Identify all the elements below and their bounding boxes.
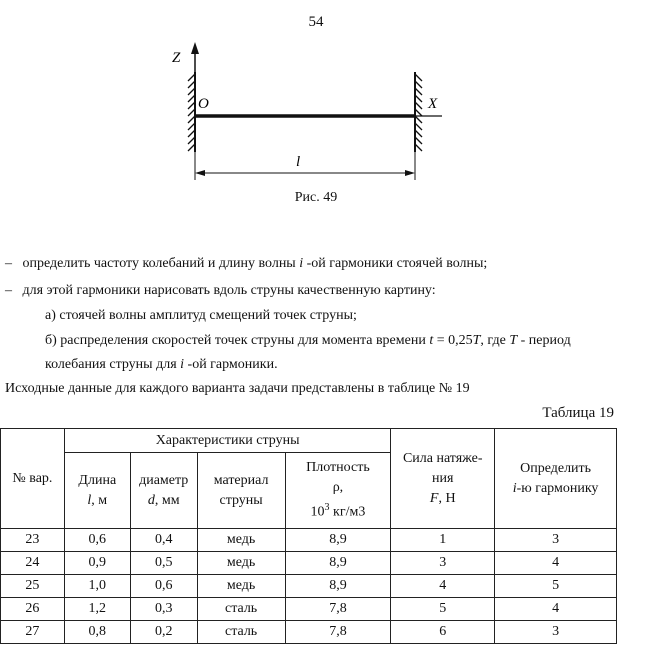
header-diameter [130, 453, 197, 529]
header-determine [495, 429, 617, 529]
subtask-b-continuation [45, 357, 278, 373]
header-length-line2: l, м [87, 492, 108, 508]
cell-length: 0,6 [64, 529, 130, 552]
subtask-b-mid: = 0,25 [433, 333, 473, 348]
table-row [1, 598, 617, 621]
cell-diameter: 0,5 [130, 552, 197, 575]
cell-harmonic: 4 [495, 552, 617, 575]
period-var-2: T [509, 333, 518, 348]
header-length [64, 453, 130, 529]
table-row [1, 575, 617, 598]
header-density [285, 453, 391, 529]
period-var: T [472, 333, 481, 348]
cell-tension: 1 [391, 529, 495, 552]
dimension-right-arrow-icon [405, 170, 415, 176]
header-tension-line2: ния [432, 470, 454, 486]
table-row [1, 552, 617, 575]
figure-caption: Рис. 49 [294, 190, 338, 205]
z-axis-label: Z [172, 50, 181, 66]
page-number: 54 [308, 14, 324, 30]
table-row [1, 529, 617, 552]
task-1-text-end: -ой гармоники стоячей волны; [303, 256, 488, 271]
data-table [0, 428, 617, 644]
task-2-text: для этой гармоники нарисовать вдоль струны качественную картину: [22, 283, 436, 298]
bullet: – [5, 256, 12, 271]
cell-diameter: 0,4 [130, 529, 197, 552]
subtask-b-after: , где [480, 333, 510, 348]
table-body [1, 529, 617, 644]
cell-length: 1,2 [64, 598, 130, 621]
cell-harmonic: 5 [495, 575, 617, 598]
left-wall-hatching [188, 74, 195, 151]
cell-material: медь [197, 552, 285, 575]
header-variant: № вар. [1, 429, 65, 529]
cell-diameter: 0,2 [130, 621, 197, 644]
cell-density: 7,8 [285, 621, 391, 644]
cell-variant: 25 [1, 575, 65, 598]
string-diagram [150, 40, 470, 190]
cell-density: 8,9 [285, 529, 391, 552]
header-density-line3: $10^3$ кг/м3 [310, 502, 366, 520]
header-density-line2: ρ, [332, 480, 344, 496]
cell-material: медь [197, 529, 285, 552]
header-tension-line1: Сила натяже- [402, 450, 483, 466]
harmonic-var: i [180, 357, 185, 372]
cell-harmonic: 3 [495, 529, 617, 552]
header-tension [391, 429, 495, 529]
cell-material: медь [197, 575, 285, 598]
header-determine-line1: Определить [520, 460, 592, 476]
cell-variant: 26 [1, 598, 65, 621]
cell-diameter: 0,3 [130, 598, 197, 621]
cell-length: 0,8 [64, 621, 130, 644]
x-axis-label: X [428, 96, 438, 112]
cell-length: 1,0 [64, 575, 130, 598]
table-caption: Таблица 19 [542, 405, 614, 421]
cell-tension: 4 [391, 575, 495, 598]
cell-material: сталь [197, 598, 285, 621]
dimension-left-arrow-icon [195, 170, 205, 176]
z-axis-arrow-icon [191, 42, 199, 54]
subtask-b-after2: - период [517, 333, 571, 348]
task-item-1 [5, 256, 487, 272]
length-label: l [296, 154, 301, 170]
cell-material: сталь [197, 621, 285, 644]
harmonic-var: i [299, 256, 304, 271]
cell-density: 8,9 [285, 575, 391, 598]
subtask-b-cont-end: -ой гармоники. [184, 357, 278, 372]
cell-harmonic: 4 [495, 598, 617, 621]
cell-harmonic: 3 [495, 621, 617, 644]
header-diameter-line2: d, мм [147, 492, 180, 508]
header-length-line1: Длина [78, 472, 117, 488]
table-row [1, 621, 617, 644]
cell-density: 8,9 [285, 552, 391, 575]
task-item-2 [5, 283, 436, 299]
cell-tension: 5 [391, 598, 495, 621]
cell-variant: 24 [1, 552, 65, 575]
cell-diameter: 0,6 [130, 575, 197, 598]
bullet: – [5, 283, 12, 298]
header-density-line1: Плотность [306, 460, 370, 476]
header-determine-line2: i-ю гармонику [512, 480, 599, 496]
header-diameter-line1: диаметр [139, 472, 189, 488]
cell-variant: 27 [1, 621, 65, 644]
cell-tension: 6 [391, 621, 495, 644]
origin-label: O [198, 96, 209, 112]
cell-length: 0,9 [64, 552, 130, 575]
cell-tension: 3 [391, 552, 495, 575]
task-1-text: определить частоту колебаний и длину волны [22, 256, 300, 271]
header-material-line2: струны [219, 492, 263, 508]
header-material [197, 453, 285, 529]
subtask-a: а) стоячей волны амплитуд смещений точек струны; [45, 308, 357, 323]
cell-variant: 23 [1, 529, 65, 552]
header-material-line1: материал [213, 472, 269, 488]
time-var: t [429, 333, 434, 348]
subtask-b-text: б) распределения скоростей точек струны для момента времени [45, 333, 430, 348]
right-wall-hatching [415, 74, 422, 151]
subtask-b-cont-text: колебания струны для [45, 357, 181, 372]
header-string-characteristics: Характеристики струны [64, 429, 391, 453]
cell-density: 7,8 [285, 598, 391, 621]
header-tension-line3: F, Н [429, 490, 456, 506]
intro-text: Исходные данные для каждого варианта задачи представлены в таблице № 19 [5, 381, 470, 396]
subtask-b [45, 333, 571, 349]
